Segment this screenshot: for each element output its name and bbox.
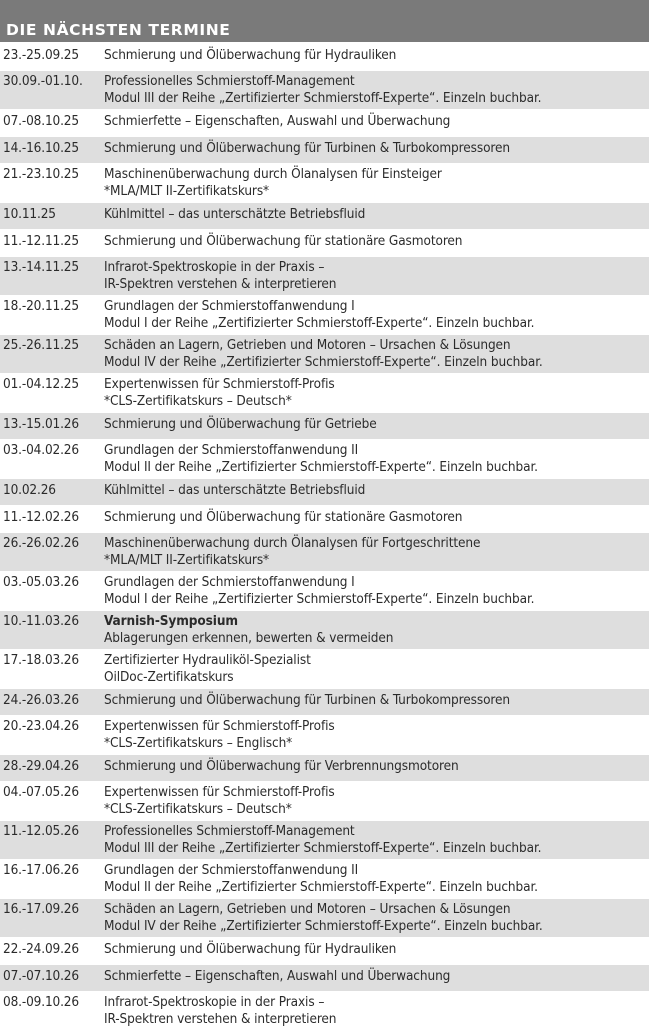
event-description [104, 968, 649, 991]
event-description [104, 718, 649, 754]
event-description [104, 784, 649, 820]
event-description [104, 376, 649, 412]
event-title: Maschinenüberwachung durch Ölanalysen für Einsteiger [104, 166, 442, 182]
event-date: 01.-04.12.25 [3, 376, 79, 392]
event-date: 13.-14.11.25 [3, 259, 79, 275]
event-subtitle: Modul II der Reihe „Zertifizierter Schmierstoff-Experte“. Einzeln buchbar. [104, 459, 538, 475]
event-title: Schmierfette – Eigenschaften, Auswahl und Überwachung [104, 113, 451, 129]
event-title: Schäden an Lagern, Getrieben und Motoren – Ursachen & Lösungen [104, 901, 511, 917]
event-row [0, 110, 649, 137]
event-row [0, 137, 649, 164]
event-title: Schmierung und Ölüberwachung für Turbinen & Turbokompressoren [104, 140, 510, 156]
event-date: 13.-15.01.26 [3, 416, 79, 432]
event-row [0, 296, 649, 335]
event-description [104, 509, 649, 532]
event-subtitle: Ablagerungen erkennen, bewerten & vermeiden [104, 630, 394, 646]
event-subtitle: Modul III der Reihe „Zertifizierter Schmierstoff-Experte“. Einzeln buchbar. [104, 840, 542, 856]
event-date: 11.-12.05.26 [3, 823, 79, 839]
event-row [0, 257, 649, 296]
event-row [0, 230, 649, 257]
event-date: 23.-25.09.25 [3, 47, 79, 63]
event-description [104, 47, 649, 70]
event-row [0, 533, 649, 572]
event-title: Schmierung und Ölüberwachung für Verbrennungsmotoren [104, 758, 459, 774]
event-title: Schäden an Lagern, Getrieben und Motoren – Ursachen & Lösungen [104, 337, 511, 353]
event-description [104, 259, 649, 295]
event-row [0, 860, 649, 899]
event-description [104, 73, 649, 109]
event-row [0, 650, 649, 689]
event-date: 20.-23.04.26 [3, 718, 79, 734]
event-title: Grundlagen der Schmierstoffanwendung I [104, 298, 355, 314]
event-subtitle: Modul III der Reihe „Zertifizierter Schmierstoff-Experte“. Einzeln buchbar. [104, 90, 542, 106]
event-title: Schmierung und Ölüberwachung für Getriebe [104, 416, 377, 432]
event-title: Expertenwissen für Schmierstoff-Profis [104, 718, 335, 734]
event-date: 25.-26.11.25 [3, 337, 79, 353]
event-description [104, 113, 649, 136]
event-subtitle: *MLA/MLT II-Zertifikatskurs* [104, 183, 270, 199]
event-date: 22.-24.09.26 [3, 941, 79, 957]
event-row [0, 938, 649, 965]
event-date: 14.-16.10.25 [3, 140, 79, 156]
event-date: 28.-29.04.26 [3, 758, 79, 774]
event-title: Kühlmittel – das unterschätzte Betriebsfluid [104, 206, 366, 222]
event-row [0, 716, 649, 755]
event-description [104, 298, 649, 334]
event-title: Schmierung und Ölüberwachung für Turbinen & Turbokompressoren [104, 692, 510, 708]
event-subtitle: OilDoc-Zertifikatskurs [104, 669, 234, 685]
event-row [0, 572, 649, 611]
event-subtitle: *CLS-Zertifikatskurs – Deutsch* [104, 801, 292, 817]
event-title: Expertenwissen für Schmierstoff-Profis [104, 784, 335, 800]
event-subtitle: Modul I der Reihe „Zertifizierter Schmierstoff-Experte“. Einzeln buchbar. [104, 591, 535, 607]
event-row [0, 689, 649, 716]
event-row [0, 755, 649, 782]
event-row [0, 164, 649, 203]
event-row [0, 413, 649, 440]
event-row [0, 44, 649, 71]
event-list [0, 44, 649, 1031]
event-date: 30.09.-01.10. [3, 73, 83, 89]
event-title: Schmierung und Ölüberwachung für Hydrauliken [104, 941, 397, 957]
event-description [104, 758, 649, 781]
event-title: Grundlagen der Schmierstoffanwendung II [104, 442, 359, 458]
event-title: Schmierung und Ölüberwachung für stationäre Gasmotoren [104, 233, 463, 249]
event-subtitle: *CLS-Zertifikatskurs – Deutsch* [104, 393, 292, 409]
event-description [104, 337, 649, 373]
event-row [0, 899, 649, 938]
event-title: Schmierung und Ölüberwachung für stationäre Gasmotoren [104, 509, 463, 525]
event-description [104, 416, 649, 439]
event-subtitle: Modul II der Reihe „Zertifizierter Schmierstoff-Experte“. Einzeln buchbar. [104, 879, 538, 895]
event-description [104, 482, 649, 505]
event-title: Zertifizierter Hydrauliköl-Spezialist [104, 652, 311, 668]
event-row [0, 965, 649, 992]
event-row [0, 479, 649, 506]
event-date: 26.-26.02.26 [3, 535, 79, 551]
event-description [104, 613, 649, 649]
event-date: 17.-18.03.26 [3, 652, 79, 668]
event-row [0, 611, 649, 650]
event-date: 11.-12.11.25 [3, 233, 79, 249]
event-subtitle: *CLS-Zertifikatskurs – Englisch* [104, 735, 293, 751]
event-title: Professionelles Schmierstoff-Management [104, 823, 355, 839]
event-description [104, 901, 649, 937]
event-description [104, 574, 649, 610]
event-description [104, 233, 649, 256]
event-date: 10.-11.03.26 [3, 613, 79, 629]
event-subtitle: Modul IV der Reihe „Zertifizierter Schmierstoff-Experte“. Einzeln buchbar. [104, 354, 543, 370]
event-description [104, 823, 649, 859]
event-date: 24.-26.03.26 [3, 692, 79, 708]
event-row [0, 203, 649, 230]
event-row [0, 992, 649, 1031]
event-title: Schmierfette – Eigenschaften, Auswahl und Überwachung [104, 968, 451, 984]
event-title: Grundlagen der Schmierstoffanwendung I [104, 574, 355, 590]
event-row [0, 374, 649, 413]
event-date: 04.-07.05.26 [3, 784, 79, 800]
event-date: 18.-20.11.25 [3, 298, 79, 314]
event-date: 10.02.26 [3, 482, 56, 498]
event-description [104, 994, 649, 1030]
event-date: 08.-09.10.26 [3, 994, 79, 1010]
event-title: Professionelles Schmierstoff-Management [104, 73, 355, 89]
page-title: DIE NÄCHSTEN TERMINE [6, 21, 231, 39]
event-title: Maschinenüberwachung durch Ölanalysen für Fortgeschrittene [104, 535, 481, 551]
event-title: Kühlmittel – das unterschätzte Betriebsfluid [104, 482, 366, 498]
event-row [0, 335, 649, 374]
event-description [104, 206, 649, 229]
event-subtitle: *MLA/MLT II-Zertifikatskurs* [104, 552, 270, 568]
event-description [104, 692, 649, 715]
event-subtitle: Modul IV der Reihe „Zertifizierter Schmierstoff-Experte“. Einzeln buchbar. [104, 918, 543, 934]
event-description [104, 535, 649, 571]
event-subtitle: IR-Spektren verstehen & interpretieren [104, 1011, 337, 1027]
event-subtitle: Modul I der Reihe „Zertifizierter Schmierstoff-Experte“. Einzeln buchbar. [104, 315, 535, 331]
event-description [104, 140, 649, 163]
event-date: 07.-07.10.26 [3, 968, 79, 984]
event-title: Schmierung und Ölüberwachung für Hydrauliken [104, 47, 397, 63]
event-description [104, 442, 649, 478]
event-row [0, 440, 649, 479]
page-header [0, 0, 649, 44]
event-date: 11.-12.02.26 [3, 509, 79, 525]
event-title: Grundlagen der Schmierstoffanwendung II [104, 862, 359, 878]
event-title: Expertenwissen für Schmierstoff-Profis [104, 376, 335, 392]
event-date: 21.-23.10.25 [3, 166, 79, 182]
event-description [104, 941, 649, 964]
event-date: 07.-08.10.25 [3, 113, 79, 129]
event-description [104, 652, 649, 688]
event-row [0, 71, 649, 110]
event-title: Infrarot-Spektroskopie in der Praxis – [104, 994, 325, 1010]
event-title: Infrarot-Spektroskopie in der Praxis – [104, 259, 325, 275]
event-description [104, 166, 649, 202]
event-description [104, 862, 649, 898]
event-title: Varnish-Symposium [104, 613, 238, 629]
event-date: 16.-17.06.26 [3, 862, 79, 878]
event-date: 03.-05.03.26 [3, 574, 79, 590]
event-date: 03.-04.02.26 [3, 442, 79, 458]
event-date: 10.11.25 [3, 206, 56, 222]
event-row [0, 821, 649, 860]
event-subtitle: IR-Spektren verstehen & interpretieren [104, 276, 337, 292]
event-date: 16.-17.09.26 [3, 901, 79, 917]
event-row [0, 782, 649, 821]
event-row [0, 506, 649, 533]
